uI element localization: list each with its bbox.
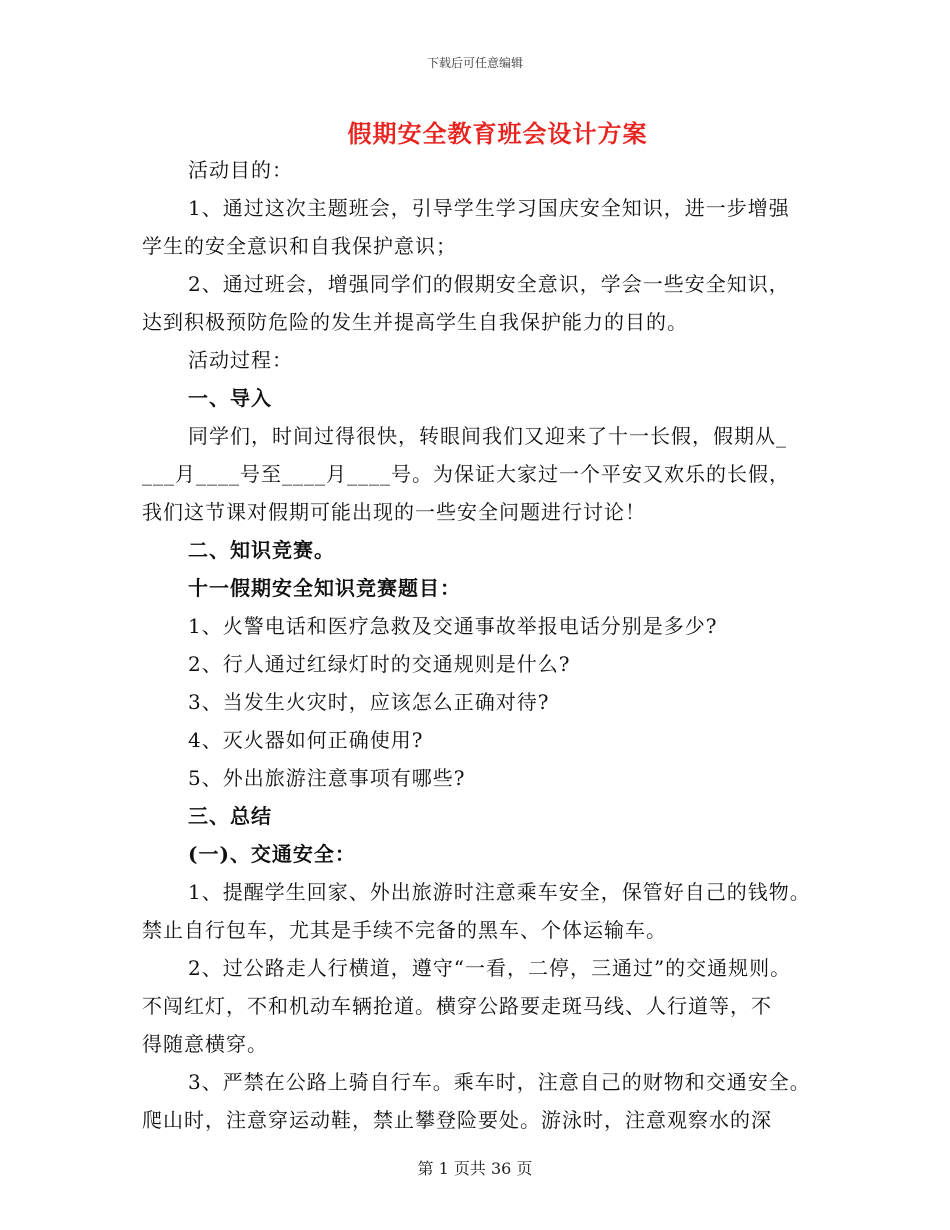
body-line: 3、当发生火灾时，应该怎么正确对待? (188, 690, 550, 714)
section-heading: (一)、交通安全： (188, 842, 356, 866)
header-note: 下载后可任意编辑 (426, 56, 523, 70)
body-line: 2、通过班会，增强同学们的假期安全意识，学会一些安全知识， (188, 272, 790, 296)
body-line: 达到积极预防危险的发生并提高学生自我保护能力的目的。 (142, 310, 688, 334)
body-line: 活动过程： (188, 348, 293, 372)
body-line: 4、灭火器如何正确使用? (188, 728, 424, 752)
section-heading: 三、总结 (188, 804, 272, 828)
body-line: 1、通过这次主题班会，引导学生学习国庆安全知识，进一步增强 (188, 196, 790, 220)
body-line: 禁止自行包车，尤其是手续不完备的黑车、个体运输车。 (142, 918, 667, 942)
body-line: 1、提醒学生回家、外出旅游时注意乘车安全，保管好自己的钱物。 (188, 880, 811, 904)
body-line: 2、行人通过红绿灯时的交通规则是什么? (188, 652, 571, 676)
body-line: 活动目的： (188, 158, 293, 182)
body-line: 3、严禁在公路上骑自行车。乘车时，注意自己的财物和交通安全。 (188, 1070, 811, 1094)
body-line: 我们这节课对假期可能出现的一些安全问题进行讨论！ (142, 500, 646, 524)
body-line: 学生的安全意识和自我保护意识； (142, 234, 457, 258)
document-body (142, 151, 832, 1139)
body-line: 同学们，时间过得很快，转眼间我们又迎来了十一长假，假期从_ (188, 424, 787, 448)
body-line: 5、外出旅游注意事项有哪些? (188, 766, 466, 790)
body-line: 不闯红灯，不和机动车辆抢道。横穿公路要走斑马线、人行道等，不 (142, 994, 772, 1018)
section-heading: 二、知识竞赛。 (188, 538, 335, 562)
document-title: 假期安全教育班会设计方案 (347, 119, 648, 148)
body-line: 1、火警电话和医疗急救及交通事故举报电话分别是多少? (188, 614, 718, 638)
body-line: ___月____号至____月____号。为保证大家过一个平安又欢乐的长假， (142, 462, 790, 486)
section-heading: 一、导入 (188, 386, 272, 410)
body-line: 爬山时，注意穿运动鞋，禁止攀登险要处。游泳时，注意观察水的深 (142, 1108, 772, 1132)
body-line: 2、过公路走人行横道，遵守“一看，二停，三通过”的交通规则。 (188, 956, 792, 980)
section-heading: 十一假期安全知识竞赛题目： (188, 576, 461, 600)
body-line: 得随意横穿。 (142, 1032, 268, 1056)
page-footer: 第 1 页共 36 页 (417, 1159, 533, 1178)
